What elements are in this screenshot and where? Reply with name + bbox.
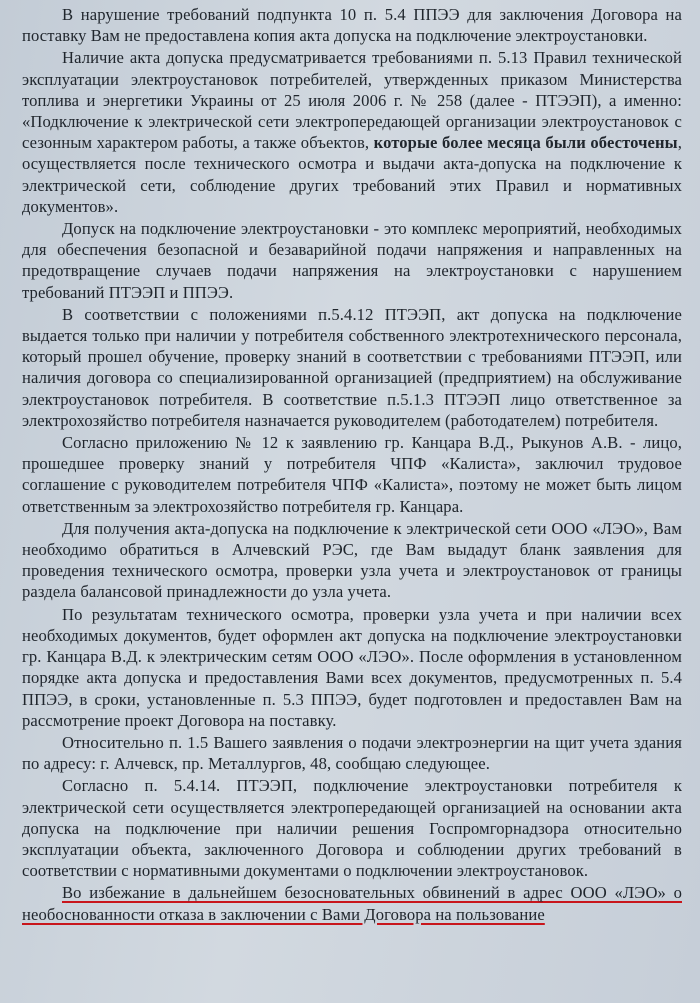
paragraph-8: Относительно п. 1.5 Вашего заявления о подачи электроэнергии на щит учета здания по адресу: г. Алчевск, пр. Металлургов, 48, сообщаю следующее. <box>22 732 682 774</box>
paragraph-4: В соответствии с положениями п.5.4.12 ПТЭЭП, акт допуска на подключение выдается только при наличии у потребителя собственного электротехнического персонала, который прошел обучение, проверку знаний в соответствии с требованиями ПТЭЭП, или наличия договора со специализированной организацией (предприятием) на обслуживание электроустановок потребителя. В соответствие п.5.1.3 ПТЭЭП лицо ответственное за электрохозяйство потребителя назначается руководителем (работодателем) потребителя. <box>22 304 682 430</box>
document-body <box>22 4 682 925</box>
paragraph-2 <box>22 47 682 217</box>
paragraph-2-text: Наличие акта допуска предусматривается требованиями п. 5.13 Правил технической эксплуатации электроустановок потребителей, утвержденных приказом Министерства топлива и энергетики Украины от 25 июля 2006 г. № 258 (далее - ПТЭЭП), а именно: «Подключение к электрической сети электропередающей организации электроустановок с сезонным характером работы, а также объектов, <box>22 48 682 153</box>
red-underlined-text: Во избежание в дальнейшем безосновательных обвинений в адрес ООО «ЛЭО» о необоснованности отказа в заключении с Вами Договора на пользование <box>22 883 682 924</box>
paragraph-7: По результатам технического осмотра, проверки узла учета и при наличии всех необходимых документов, будет оформлен акт допуска на подключение электроустановки гр. Канцара В.Д. к электрическим сетям ООО «ЛЭО». После оформления в установленном порядке акта допуска и предоставления Вами всех документов, предусмотренных п. 5.4 ППЭЭ, в сроки, установленные п. 5.3 ППЭЭ, будет подготовлен и предоставлен Вам на рассмотрение проект Договора на поставку. <box>22 604 682 730</box>
paragraph-3: Допуск на подключение электроустановки - это комплекс мероприятий, необходимых для обеспечения безопасной и безаварийной подачи напряжения и направленных на предотвращение случаев подачи напряжения на электроустановки с нарушением требований ПТЭЭП и ППЭЭ. <box>22 219 682 302</box>
paragraph-5: Согласно приложению № 12 к заявлению гр. Канцара В.Д., Рыкунов А.В. - лицо, прошедшее проверку знаний у потребителя ЧПФ «Калиста», заключил трудовое соглашение с руководителем потребителя ЧПФ «Калиста», поэтому не может быть лицом ответственным за электрохозяйство потребителя гр. Канцара. <box>22 433 682 516</box>
paragraph-10 <box>22 882 682 924</box>
paragraph-9: Согласно п. 5.4.14. ПТЭЭП, подключение электроустановки потребителя к электрической сети осуществляется электропередающей организацией на основании акта допуска на подключение при наличии решения Госпромгорнадзора относительно эксплуатации объекта, заключенного Договора и соблюдении других требований в соответствии с нормативными документами о подключении электроустановок. <box>22 776 682 881</box>
paragraph-1: В нарушение требований подпункта 10 п. 5.4 ППЭЭ для заключения Договора на поставку Вам не предоставлена копия акта допуска на подключение электроустановки. <box>22 5 682 46</box>
paragraph-2-text-end: , осуществляется после технического осмотра и выдачи акта-допуска на подключение к электрической сети, соблюдение других требований этих Правил и нормативных документов». <box>22 133 682 216</box>
paragraph-6: Для получения акта-допуска на подключение к электрической сети ООО «ЛЭО», Вам необходимо обратиться в Алчевский РЭС, где Вам выдадут бланк заявления для проведения технического осмотра, проверки узла учета и электроустановок от границы раздела балансовой принадлежности до узла учета. <box>22 518 682 602</box>
bold-phrase: которые более месяца были обесточены <box>373 133 678 153</box>
